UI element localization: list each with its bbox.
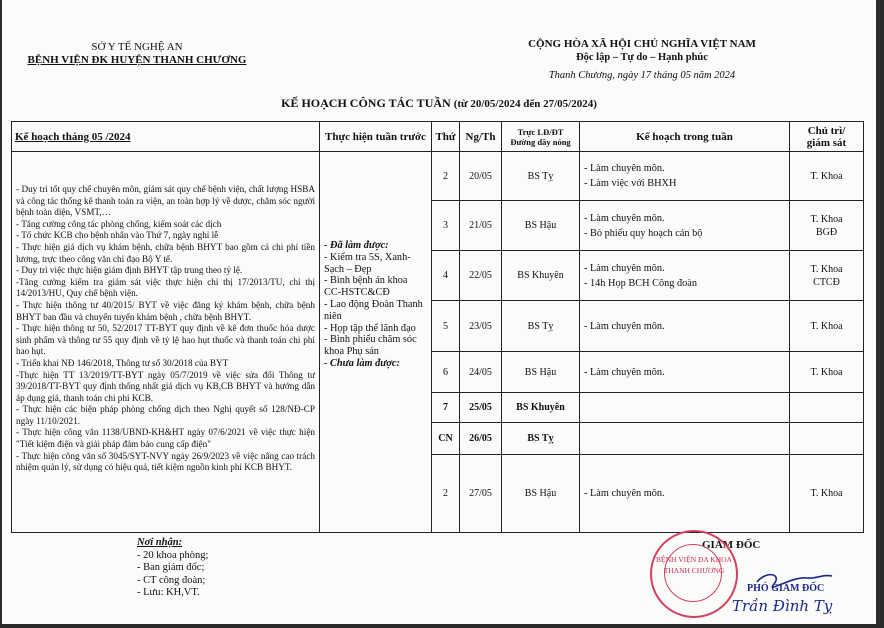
table-row [12,152,864,201]
title-main: KẾ HOẠCH CÔNG TÁC TUẦN [281,96,451,110]
week-plan-item: - Làm chuyên môn. [584,366,665,378]
week-plan-item: - Làm chuyên môn. [584,212,665,224]
date-cell: 25/05 [460,393,502,423]
date-line: Thanh Chương, ngày 17 tháng 05 năm 2024 [548,70,736,81]
owner-cell [790,201,864,251]
duty-cell: BS Tỵ [502,301,580,352]
header-plan-month: Kế hoạch tháng 05 /2024 [12,122,320,152]
prev-week-cell [320,152,432,533]
owner-item: T. Khoa [810,170,843,182]
motto: Độc lập – Tự do – Hạnh phúc [576,52,708,63]
weekday-cell: CN [432,423,460,455]
title-range: (từ 20/05/2024 đến 27/05/2024) [453,98,597,110]
week-plan-cell [580,251,790,301]
monthly-plan-item: - Triển khai NĐ 146/2018, Thông tư số 30/2018 của BYT [16,357,229,368]
week-plan-item: - Làm việc với BHXH [584,178,677,189]
week-plan-item: - Làm chuyên môn. [584,320,665,332]
date-cell: 26/05 [460,423,502,455]
duty-cell: BS Khuyên [502,251,580,301]
owner-item: T. Khoa [810,213,843,225]
owner-item: CTCĐ [813,276,840,288]
weekday-cell: 5 [432,301,460,352]
date-cell: 24/05 [460,352,502,393]
date-cell: 27/05 [460,455,502,533]
header-date: Ng/Th [460,122,502,152]
date-cell: 21/05 [460,201,502,251]
org-parent: SỞ Y TẾ NGHỆ AN [91,41,183,53]
recipient-item: - Ban giám đốc; [137,562,205,573]
org-block [22,41,252,67]
recipient-item: - CT công đoàn; [137,574,206,586]
monthly-plan-item: - Duy trì tốt quy chế chuyên môn, giám sát quy chế bệnh viện, chất lượng HSBA và công tác thống kê thanh toán ra viện, an toàn hợp lý về dược, chăm sóc người bệnh toàn diện, VSMT,… [16,184,315,218]
monthly-plan-item: -Tăng cường kiểm tra giám sát việc thực hiện chỉ thị 17/2013/TU, chỉ thị 14/2013/HU, Quy chế bệnh viện. [16,276,315,299]
org-name: BỆNH VIỆN ĐK HUYỆN THANH CHƯƠNG [27,54,247,66]
week-plan-item: - Bỏ phiếu quy hoạch cán bộ [584,227,703,239]
owner-cell [790,301,864,352]
recipients [137,537,208,600]
header-week-plan: Kế hoạch trong tuần [580,122,790,152]
monthly-plan-cell [12,152,320,533]
monthly-plan-item: - Duy trì việc thực hiện giám định BHYT tập trung theo tỷ lệ. [16,265,243,276]
owner-cell [790,352,864,393]
duty-cell: BS Hậu [502,352,580,393]
republic-block [492,38,792,82]
done-item: - Họp tập thể lãnh đạo [324,322,416,334]
signer-name: Trần Đình Tỵ [732,597,833,615]
monthly-plan-item: - Thực hiện các biện pháp phòng chống dịch theo Nghị quyết số 128/NĐ-CP ngày 11/10/2021. [16,404,315,426]
done-item: - Bình bệnh án khoa CC-HSTC&CĐ [324,275,408,299]
week-plan-cell [580,201,790,251]
week-plan-item: - Làm chuyên môn. [584,262,665,274]
owner-cell [790,423,864,455]
owner-cell [790,152,864,201]
recipients-list [137,550,208,600]
monthly-plan-item: -Thực hiện TT 13/2019/TT-BYT ngày 05/7/2019 về việc sửa đổi Thông tư 39/2018/TT-BYT quy định thống nhất giá dịch vụ KB,CB BHYT và hướng dẫn áp dụng giá, thanh toán chi phí KCB. [16,369,315,403]
owner-item: T. Khoa [810,488,843,499]
weekday-cell: 2 [432,152,460,201]
weekday-cell: 4 [432,251,460,301]
week-plan-item: - Làm chuyên môn. [584,163,665,174]
doc-title [2,96,876,111]
monthly-plan-item: - Thực hiện thông tư 50, 52/2017 TT-BYT quy định về kê đơn thuốc hóa dược sinh phẩm và thông tư 55 quy định về tỷ lệ hao hụt thuốc và thanh toán chi phí hao hụt. [16,323,315,357]
header-duty: Trực LĐ/ĐT Đường dây nóng [502,122,580,152]
done-label: - Đã làm được: [324,240,389,251]
weekday-cell: 2 [432,455,460,533]
header-owner: Chủ trì/ giám sát [790,122,864,152]
owner-item: T. Khoa [810,366,843,378]
week-plan-cell [580,455,790,533]
duty-cell: BS Tỵ [502,423,580,455]
owner-cell [790,455,864,533]
owner-item: T. Khoa [810,320,843,332]
signature-title: GIÁM ĐỐC [702,539,761,551]
date-cell: 20/05 [460,152,502,201]
handwritten-signature [722,566,842,606]
done-item: - Lao động Đoàn Thanh niên [324,298,423,322]
week-plan-cell [580,423,790,455]
recipients-label: Nơi nhận: [137,537,183,548]
monthly-plan-item: - Thực hiện công văn 1138/UBND-KH&HT ngày 07/6/2021 về việc thực hiện "Tiết kiệm điện và giải pháp đảm bảo cung cấp điện" [16,427,315,450]
header-weekday: Thứ [432,122,460,152]
header-prev-week: Thực hiện tuần trước [320,122,432,152]
deputy-title: PHÓ GIÁM ĐỐC [747,583,825,594]
duty-cell: BS Tỵ [502,152,580,201]
week-plan-cell [580,352,790,393]
owner-cell [790,251,864,301]
week-plan-cell [580,393,790,423]
weekly-plan-table [11,121,864,533]
recipient-item: - 20 khoa phòng; [137,549,209,561]
duty-cell: BS Hậu [502,201,580,251]
week-plan-cell [580,152,790,201]
week-plan-cell [580,301,790,352]
document-page [2,0,876,624]
owner-item: BGĐ [815,226,838,238]
weekday-cell: 7 [432,393,460,423]
done-item: - Bình phiếu chăm sóc khoa Phụ sản [324,334,417,358]
not-done-label: - Chưa làm được: [324,357,400,369]
recipient-item: - Lưu: KH,VT. [137,587,200,598]
week-plan-item: - Làm chuyên môn. [584,488,665,499]
weekday-cell: 6 [432,352,460,393]
date-cell: 23/05 [460,301,502,352]
owner-item: T. Khoa [810,263,843,275]
date-cell: 22/05 [460,251,502,301]
monthly-plan-item: - Thực hiện giá dịch vụ khám bệnh, chữa bệnh BHYT bao gồm cả chi phí tiền lương, trực theo công văn chỉ đạo Bộ Y tế. [16,241,315,264]
duty-cell: BS Hậu [502,455,580,533]
monthly-plan-item: - Thực hiện thông tư 40/2015/ BYT về việc đăng ký khám bệnh, chữa bệnh BHYT ban đầu và chuyển tuyến khám bệnh , chữa bệnh BHYT. [16,299,315,322]
stamp-text: BỆNH VIỆN ĐA KHOA THANH CHƯƠNG [656,555,732,575]
republic-title: CỘNG HÒA XÃ HỘI CHỦ NGHĨA VIỆT NAM [528,38,756,50]
monthly-plan-item: - Thực hiện công văn số 3045/SYT-NVY ngày 26/9/2023 về việc nâng cao trách nhiệm quản lý, sử dụng có hiệu quả, tiết kiệm nguồn kinh phí KCB BHYT. [16,450,315,473]
table-header [12,122,864,152]
owner-cell [790,393,864,423]
week-plan-item: - 14h Họp BCH Công đoàn [584,277,697,289]
monthly-plan-item: - Tăng cường công tác phòng chống, kiểm soát các dịch [16,218,222,229]
done-item: - Kiểm tra 5S, Xanh- Sạch – Đẹp [324,251,411,275]
monthly-plan-item: - Tổ chức KCB cho bệnh nhân vào Thứ 7, ngày nghỉ lễ [16,230,219,241]
duty-cell: BS Khuyên [502,393,580,423]
weekday-cell: 3 [432,201,460,251]
